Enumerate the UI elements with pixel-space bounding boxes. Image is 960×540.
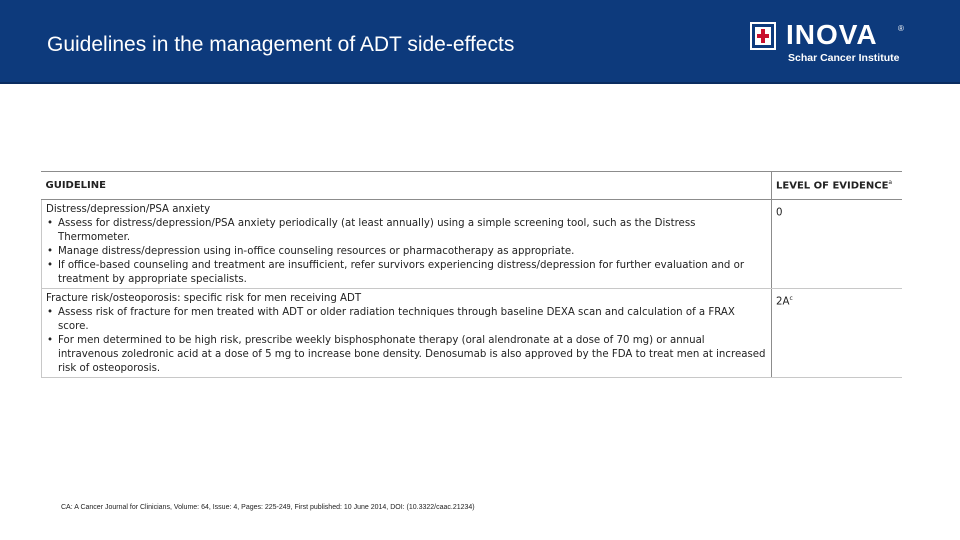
list-item: • Manage distress/depression using in-office counseling resources or pharmacotherapy as appropriate. <box>58 245 767 259</box>
level-header-footnote: a <box>888 179 893 187</box>
logo-registered-mark: ® <box>898 24 904 33</box>
list-item: • If office-based counseling and treatment are insufficient, refer survivors experiencing distress/depression for further evaluation and or treatment by appropriate specialists. <box>58 259 767 287</box>
table-row <box>42 289 903 378</box>
level-column-header: LEVEL OF EVIDENCE$^a$ <box>772 172 903 200</box>
guidelines-table-grid <box>41 172 902 378</box>
guidelines-table <box>41 171 902 399</box>
bullet-list <box>46 306 767 376</box>
list-item: • Assess for distress/depression/PSA anxiety periodically (at least annually) using a simple screening tool, such as the Distress Thermometer. <box>58 217 767 245</box>
table-header-row <box>42 172 903 200</box>
header-bar <box>0 0 960 84</box>
table-row <box>42 200 903 289</box>
list-item: • For men determined to be high risk, prescribe weekly bisphosphonate therapy (oral alendronate at a dose of 70 mg) or annual intravenous zoledronic acid at a dose of 5 mg to increase bone density. Denosumab is also approved by the FDA to treat men at increased risk of osteoporosis. <box>58 334 767 376</box>
citation: CA: A Cancer Journal for Clinicians, Volume: 64, Issue: 4, Pages: 225-249, First published: 10 June 2014, DOI: (10.3322/caac.21234) <box>61 504 475 511</box>
logo-subtitle: Schar Cancer Institute <box>788 52 900 64</box>
row-heading: Fracture risk/osteoporosis: specific risk for men receiving ADT <box>46 293 362 304</box>
inova-logo <box>748 20 938 66</box>
level-cell: $2A^c$ <box>772 289 903 378</box>
slide-title: Guidelines in the management of ADT side-effects <box>47 33 515 56</box>
guideline-cell <box>42 289 772 378</box>
bullet-list <box>46 217 767 287</box>
level-footnote: c <box>789 295 793 302</box>
level-cell: 0 <box>772 200 903 289</box>
inova-cross-icon <box>750 22 776 50</box>
guideline-cell <box>42 200 772 289</box>
guideline-column-header: GUIDELINE <box>42 172 772 200</box>
row-heading: Distress/depression/PSA anxiety <box>46 204 211 215</box>
logo-name: INOVA <box>786 19 878 50</box>
list-item: • Assess risk of fracture for men treated with ADT or older radiation techniques through baseline DEXA scan and calculation of a FRAX score. <box>58 306 767 334</box>
